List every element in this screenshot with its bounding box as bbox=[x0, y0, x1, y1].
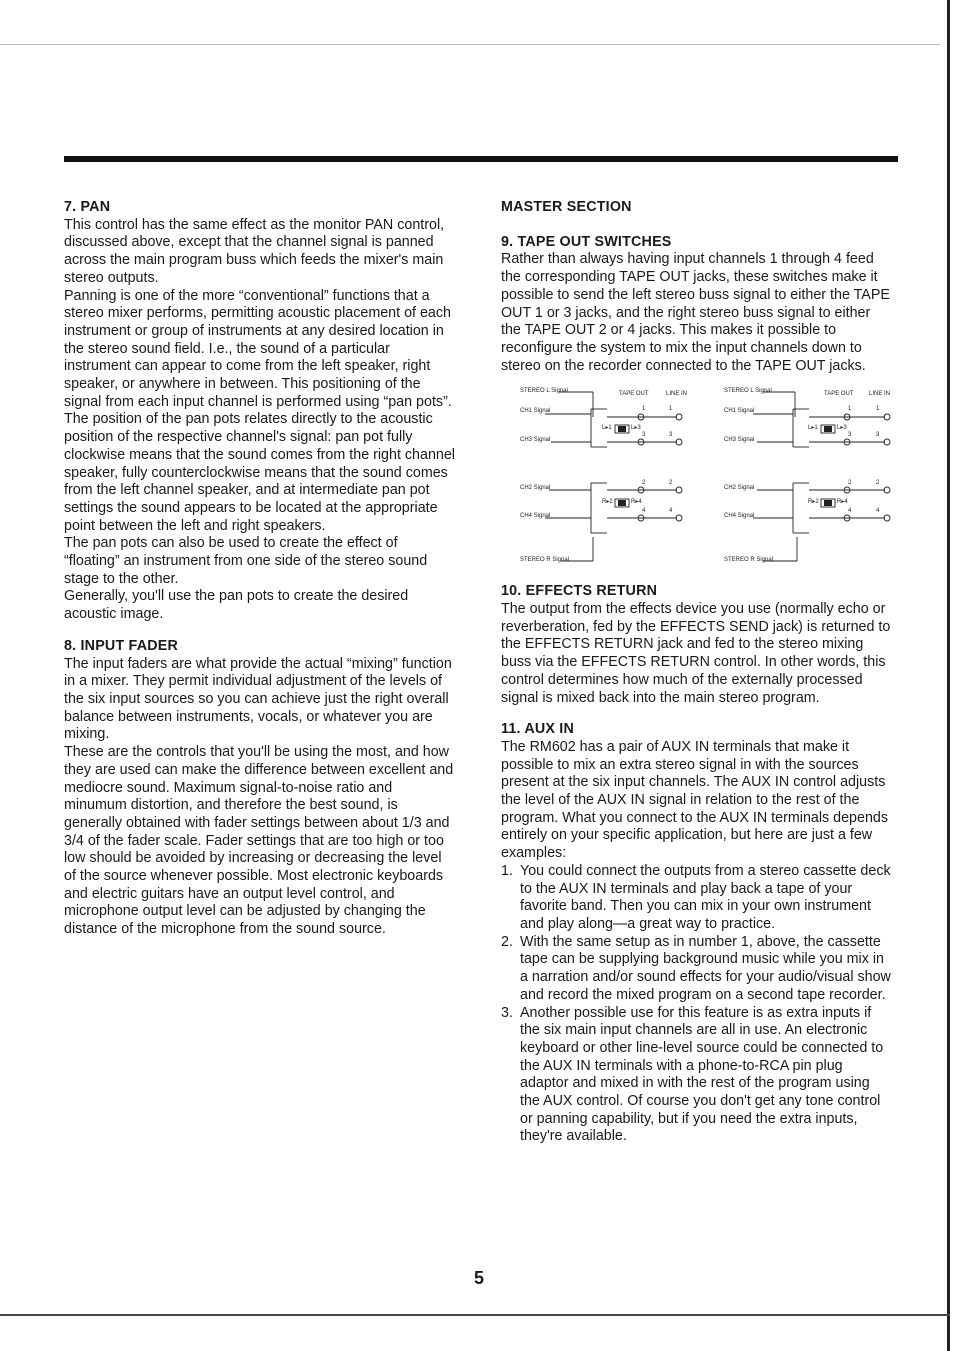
jack-4-label: 4 bbox=[642, 508, 646, 515]
aux-in-examples-list bbox=[501, 863, 893, 1146]
jack-3b-label-2: 3 bbox=[876, 432, 880, 439]
ch1-label-2: CH1 Signal bbox=[724, 408, 755, 415]
ch2-label-2: CH2 Signal bbox=[724, 485, 755, 492]
pan-paragraph-3: The pan pots can also be used to create the effect of “floating” an instrument from one side of the stereo sound stage to the other. bbox=[64, 535, 428, 587]
jack-3b-label: 3 bbox=[669, 432, 673, 439]
line-in-label-2: LINE IN bbox=[869, 391, 891, 398]
jack-2-label-2: 2 bbox=[848, 480, 852, 487]
switch-l3-label: L▸3 bbox=[631, 425, 641, 432]
scan-edge-top bbox=[0, 44, 940, 45]
switch-l1-label-2: L▸1 bbox=[808, 425, 818, 432]
input-fader-paragraph-1: The input faders are what provide the actual “mixing” function in a mixer. They permit individual adjustment of the levels of the six input sources so you can achieve just the right overall balance between instruments, vocals, or whatever you are mixing. bbox=[64, 655, 452, 743]
page-number: 5 bbox=[474, 1268, 485, 1288]
line-in-label: LINE IN bbox=[666, 391, 688, 398]
jack-2b-label: 2 bbox=[669, 480, 673, 487]
switch-r2-label-2: R▸2 bbox=[808, 499, 819, 506]
switch-r4-label: R▸4 bbox=[631, 499, 642, 506]
pan-paragraph-2: Panning is one of the more “conventional” functions that a stereo mixer performs, permitting acoustic placement of each instrument or group of instruments at any desired location in the stereo sound field. I.e., the sound of a particular instrument can appear to come from the left speaker, right speaker, or anywhere in between. This positioning of the signal from each input channel is performed using “pan pots”. The position of the pan pots relates directly to the acoustic position of the respective channel's signal: pan pot fully clockwise means that the sound comes from the right channel speaker, fully counterclockwise means that the sound comes from the left channel speaker, and at intermediate pan pot settings the sound appears to be located at the appropriate point between the left and right speakers. bbox=[64, 287, 455, 534]
pan-heading: 7. PAN bbox=[64, 199, 111, 215]
jack-2b-label-2: 2 bbox=[876, 480, 880, 487]
ch1-label: CH1 Signal bbox=[520, 408, 551, 415]
jack-1b-label-2: 1 bbox=[876, 406, 880, 413]
switch-l3-label-2: L▸3 bbox=[837, 425, 847, 432]
switch-l1-label: L▸1 bbox=[602, 425, 612, 432]
ch3-label-2: CH3 Signal bbox=[724, 437, 755, 444]
pan-paragraph-1: This control has the same effect as the monitor PAN control, discussed above, except that the channel signal is panned across the main program buss which feeds the mixer's main stereo outputs. bbox=[64, 216, 445, 286]
list-item-number: 1. bbox=[501, 862, 513, 879]
ch2-label: CH2 Signal bbox=[520, 485, 551, 492]
jack-2-label: 2 bbox=[642, 480, 646, 487]
tape-out-switch-diagram bbox=[501, 387, 893, 573]
switch-r2-label: R▸2 bbox=[602, 499, 613, 506]
switch-r4-label-2: R▸4 bbox=[837, 499, 848, 506]
effects-return-paragraph: The output from the effects device you use (normally echo or reverberation, fed by the EFFECTS SEND jack) is returned to the EFFECTS RETURN jack and fed to the stereo mixing buss via the EFFECTS RETURN control. In other words, this control determines how much of the externally processed signal is mixed back into the main stereo program. bbox=[501, 601, 891, 706]
pan-paragraph-4: Generally, you'll use the pan pots to create the desired acoustic image. bbox=[64, 588, 409, 623]
ch3-label: CH3 Signal bbox=[520, 437, 551, 444]
left-column bbox=[64, 199, 456, 939]
list-item-number: 3. bbox=[501, 1004, 513, 1021]
stereo-l-label-2: STEREO L Signal bbox=[724, 388, 772, 395]
stereo-l-label: STEREO L Signal bbox=[520, 388, 568, 395]
jack-1-label: 1 bbox=[642, 406, 646, 413]
master-section-heading: MASTER SECTION bbox=[501, 199, 632, 215]
jack-4b-label: 4 bbox=[669, 508, 673, 515]
list-item-number: 2. bbox=[501, 933, 513, 950]
aux-in-paragraph: The RM602 has a pair of AUX IN terminals that make it possible to mix an extra stereo signal in with the sources present at the six input channels. The AUX IN control adjusts the level of the AUX IN signal in relation to the rest of the program. What you connect to the AUX IN terminals depends entirely on your specific application, but here are just a few examples: bbox=[501, 738, 889, 862]
input-fader-heading: 8. INPUT FADER bbox=[64, 637, 179, 654]
ch4-label: CH4 Signal bbox=[520, 513, 551, 520]
scan-edge-bottom bbox=[0, 1314, 950, 1316]
right-column bbox=[501, 199, 893, 1146]
jack-1-label-2: 1 bbox=[848, 406, 852, 413]
list-item bbox=[501, 1005, 893, 1147]
header-rule bbox=[64, 156, 898, 162]
tape-out-label-2: TAPE OUT bbox=[824, 391, 854, 398]
jack-3-label-2: 3 bbox=[848, 432, 852, 439]
list-item-text: You could connect the outputs from a stereo cassette deck to the AUX IN terminals and play back a tape of your favorite band. Then you can mix in your own instrument and play along—a great way to practice. bbox=[520, 862, 891, 932]
stereo-r-label-2: STEREO R Signal bbox=[724, 557, 774, 564]
stereo-r-label: STEREO R Signal bbox=[520, 557, 570, 564]
list-item bbox=[501, 863, 893, 934]
ch4-label-2: CH4 Signal bbox=[724, 513, 755, 520]
list-item bbox=[501, 934, 893, 1005]
scan-edge-right bbox=[947, 0, 950, 1351]
jack-4-label-2: 4 bbox=[848, 508, 852, 515]
jack-1b-label: 1 bbox=[669, 406, 673, 413]
jack-3-label: 3 bbox=[642, 432, 646, 439]
switch-wiring-schematic bbox=[501, 387, 893, 573]
list-item-text: Another possible use for this feature is as extra inputs if the six main input channels are all in use. An electronic keyboard or other line-level source could be connected to the AUX IN terminals with a phone-to-RCA pin plug adaptor and mixed in with the rest of the program using the AUX control. Of course you don't get any tone control or panning capability, but if you need the extra inputs, they're available. bbox=[520, 1004, 884, 1145]
tape-out-heading: 9. TAPE OUT SWITCHES bbox=[501, 233, 672, 250]
tape-out-paragraph: Rather than always having input channels 1 through 4 feed the corresponding TAPE OUT jacks, these switches make it possible to send the left stereo buss signal to either the TAPE OUT 1 or 3 jacks, and the right stereo buss signal to either the TAPE OUT 2 or 4 jacks. This makes it possible to reconfigure the system to mix the input channels down to stereo on the recorder connected to the TAPE OUT jacks. bbox=[501, 251, 890, 374]
list-item-text: With the same setup as in number 1, above, the cassette tape can be supplying background music while you mix in a narration and/or sound effects for your audio/visual show and record the mixed program on a second tape recorder. bbox=[520, 933, 891, 1003]
tape-out-label: TAPE OUT bbox=[619, 391, 649, 398]
aux-in-heading: 11. AUX IN bbox=[501, 721, 574, 738]
jack-4b-label-2: 4 bbox=[876, 508, 880, 515]
effects-return-heading: 10. EFFECTS RETURN bbox=[501, 583, 658, 600]
input-fader-paragraph-2: These are the controls that you'll be using the most, and how they are used can make the difference between excellent and mediocre sound. Maximum signal-to-noise ratio and minumum distortion, and therefore the best sound, is generally obtained with fader settings between about 1/3 and 3/4 of the fader scale. Fader settings that are too high or too low should be avoided by increasing or decreasing the level of the source whenever possible. Most electronic keyboards and electric guitars have an output level control, and microphone output level can be adjusted by changing the distance of the microphone from the sound source. bbox=[64, 744, 454, 938]
